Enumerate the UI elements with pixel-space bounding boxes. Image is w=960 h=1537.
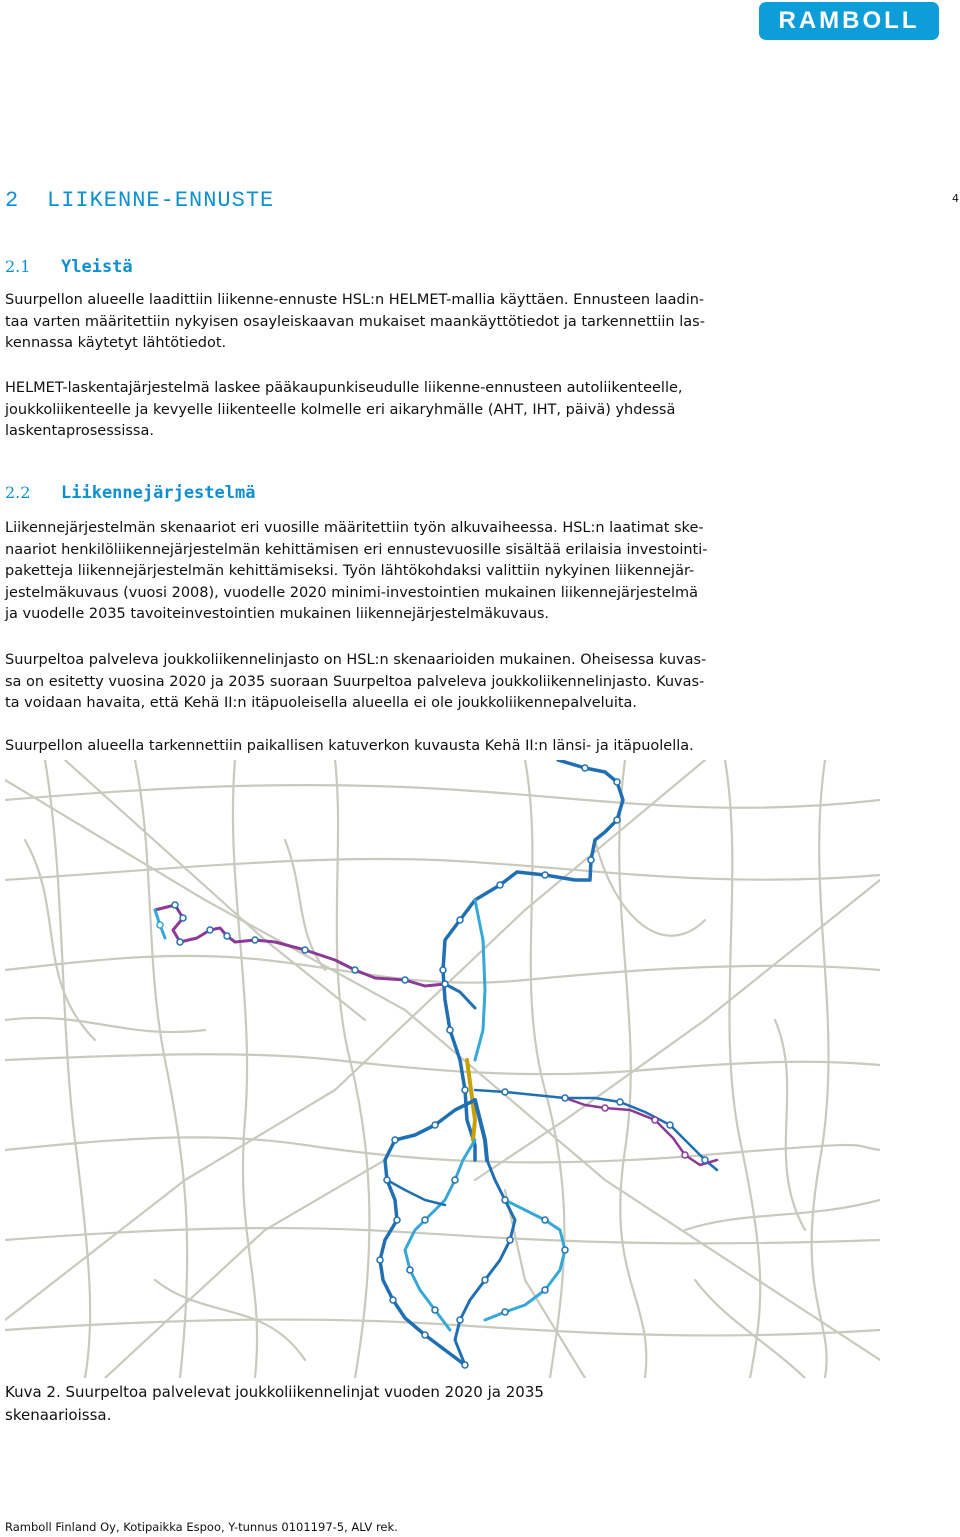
- subsection-number: 2.2: [5, 483, 31, 502]
- subsection-title: Yleistä: [61, 257, 133, 277]
- text-line: jestelmäkuvaus (vuosi 2008), vuodelle 2020 minimi-investointien mukainen liikennejärjestelmä: [5, 584, 698, 601]
- paragraph-yleista-2: [5, 378, 910, 443]
- text-line: ja vuodelle 2035 tavoiteinvestointien mukainen liikennejärjestelmäkuvaus.: [5, 606, 549, 622]
- paragraph-liikennejarjestelma-3: [5, 736, 910, 758]
- section-heading: [5, 188, 274, 213]
- text-line: paketteja liikennejärjestelmän kehittämiseksi. Työn lähtökohdaksi valittiin nykyinen liikennejär-: [5, 563, 695, 579]
- subsection-heading-2-1: [5, 257, 133, 277]
- subsection-heading-2-2: [5, 483, 255, 503]
- subsection-number: 2.1: [5, 257, 31, 276]
- ramboll-logo: [759, 2, 939, 40]
- transit-network-map: [5, 760, 880, 1378]
- text-line: sa on esitetty vuosina 2020 ja 2035 suoraan Suurpeltoa palveleva joukkoliikennelinjasto. Kuvas-: [5, 673, 705, 690]
- paragraph-yleista-1: [5, 290, 910, 355]
- section-number: 2: [5, 188, 20, 213]
- page-number: 4: [952, 192, 959, 205]
- caption-line: Kuva 2. Suurpeltoa palvelevat joukkoliikennelinjat vuoden 2020 ja 2035: [5, 1383, 544, 1401]
- text-line: Suurpellon alueelle laadittiin liikenne-ennuste HSL:n HELMET-mallia käyttäen. Ennusteen laadin-: [5, 292, 705, 308]
- logo-text: RAMBOLL: [778, 7, 920, 34]
- text-line: HELMET-laskentajärjestelmä laskee pääkaupunkiseudulle liikenne-ennusteen autoliikenteelle,: [5, 380, 683, 396]
- section-title: LIIKENNE-ENNUSTE: [47, 188, 275, 213]
- text-line: ta voidaan havaita, että Kehä II:n itäpuoleisella alueella ei ole joukkoliikennepalveluita.: [5, 695, 638, 711]
- road-network: [5, 760, 880, 1378]
- stop-markers: [157, 765, 708, 1368]
- text-line: naariot henkilöliikennejärjestelmän kehittämisen eri ennustevuosille sisältää erilaisia investointi-: [5, 541, 708, 558]
- bus-line-trunk: [443, 760, 623, 1160]
- caption-line: skenaarioissa.: [5, 1406, 112, 1424]
- paragraph-liikennejarjestelma-1: [5, 518, 910, 626]
- text-line: joukkoliikenteelle ja kevyelle liikenteelle kolmelle eri aikaryhmälle (AHT, IHT, päivä) yhdessä: [5, 401, 676, 418]
- text-line: Suurpeltoa palveleva joukkoliikennelinjasto on HSL:n skenaarioiden mukainen. Oheisessa kuvas-: [5, 652, 707, 668]
- text-line: Suurpellon alueella tarkennettiin paikallisen katuverkon kuvausta Kehä II:n länsi- ja itäpuolella.: [5, 738, 694, 754]
- footer: Ramboll Finland Oy, Kotipaikka Espoo, Y-tunnus 0101197-5, ALV rek.: [5, 1520, 398, 1534]
- paragraph-liikennejarjestelma-2: [5, 650, 910, 715]
- text-line: Liikennejärjestelmän skenaariot eri vuosille määritettiin työn alkuvaiheessa. HSL:n laatimat ske-: [5, 520, 704, 536]
- figure-caption: [5, 1381, 544, 1427]
- text-line: laskentaprosessissa.: [5, 423, 154, 439]
- text-line: taa varten määritettiin nykyisen osayleiskaavan mukaiset maankäyttötiedot ja tarkennettiin las-: [5, 313, 705, 330]
- subsection-title: Liikennejärjestelmä: [61, 483, 256, 503]
- text-line: kennassa käytetyt lähtötiedot.: [5, 335, 227, 351]
